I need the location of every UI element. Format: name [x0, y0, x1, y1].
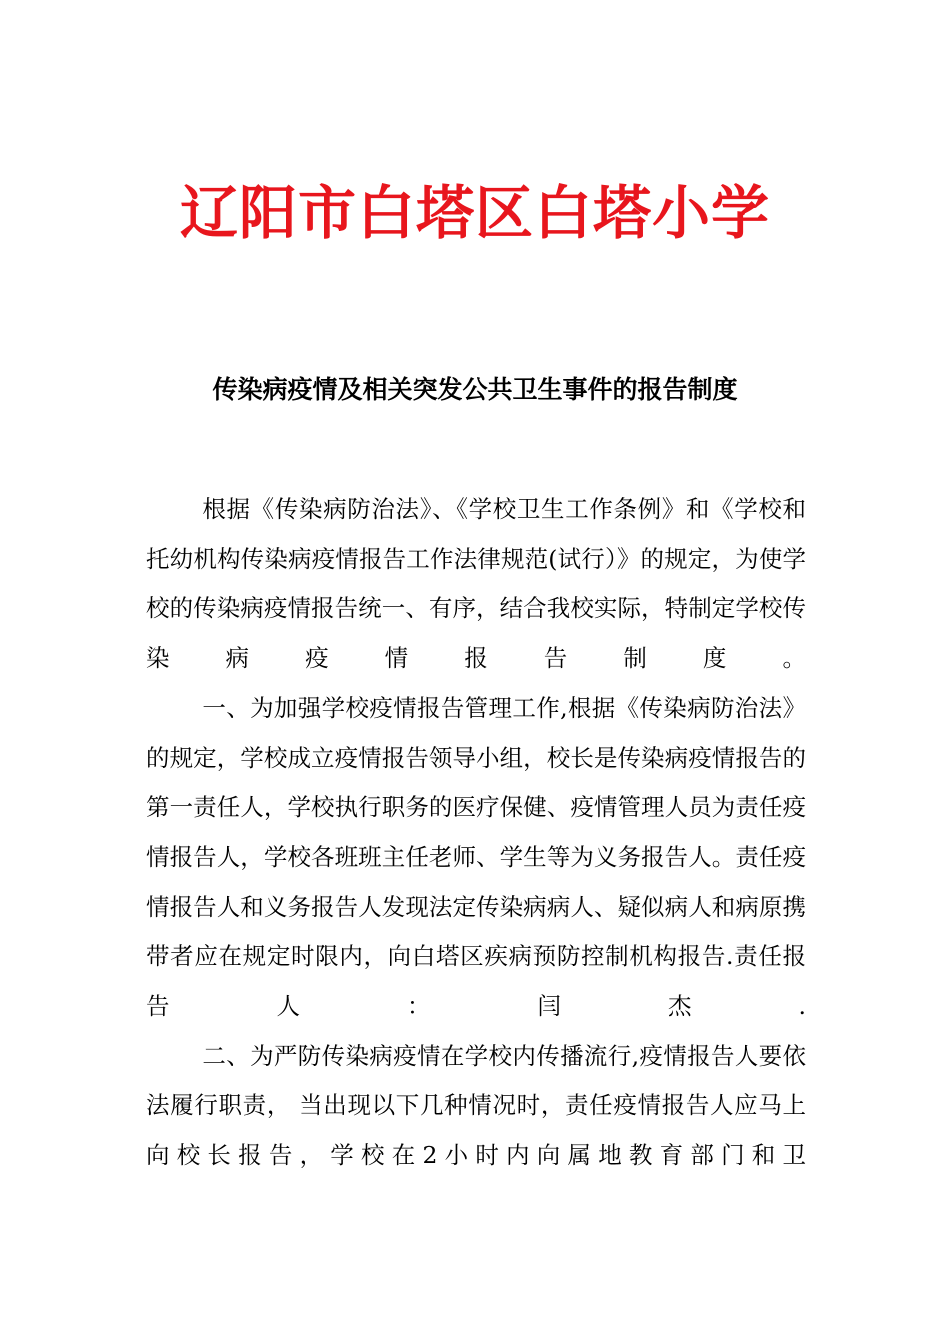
paragraph-section-2: 二、为严防传染病疫情在学校内传播流行,疫情报告人要依法履行职责， 当出现以下几种情况时，责任疫情报告人应马上向校长报告，学校在2小时内向属地教育部门和卫: [146, 1041, 806, 1170]
paragraph-section-1: 一、为加强学校疫情报告管理工作,根据《传染病防治法》的规定，学校成立疫情报告领导小组，校长是传染病疫情报告的第一责任人，学校执行职务的医疗保健、疫情管理人员为责任疫情报告人，学校各班班主任老师、学生等为义务报告人。责任疫情报告人和义务报告人发现法定传染病病人、疑似病人和病原携带者应在规定时限内，向白塔区疾病预防控制机构报告.责任报告人：闫杰.: [146, 693, 806, 1021]
document-title: 传染病疫情及相关突发公共卫生事件的报告制度: [212, 375, 738, 404]
document-body: [146, 485, 806, 1181]
paragraph-intro: 根据《传染病防治法》、《学校卫生工作条例》和《学校和托幼机构传染病疫情报告工作法律规范(试行）》的规定，为使学校的传染病疫情报告统一、有序，结合我校实际，特制定学校传染病疫情报告制度。: [146, 495, 806, 673]
school-name-header: 辽阳市白塔区白塔小学: [179, 179, 770, 247]
